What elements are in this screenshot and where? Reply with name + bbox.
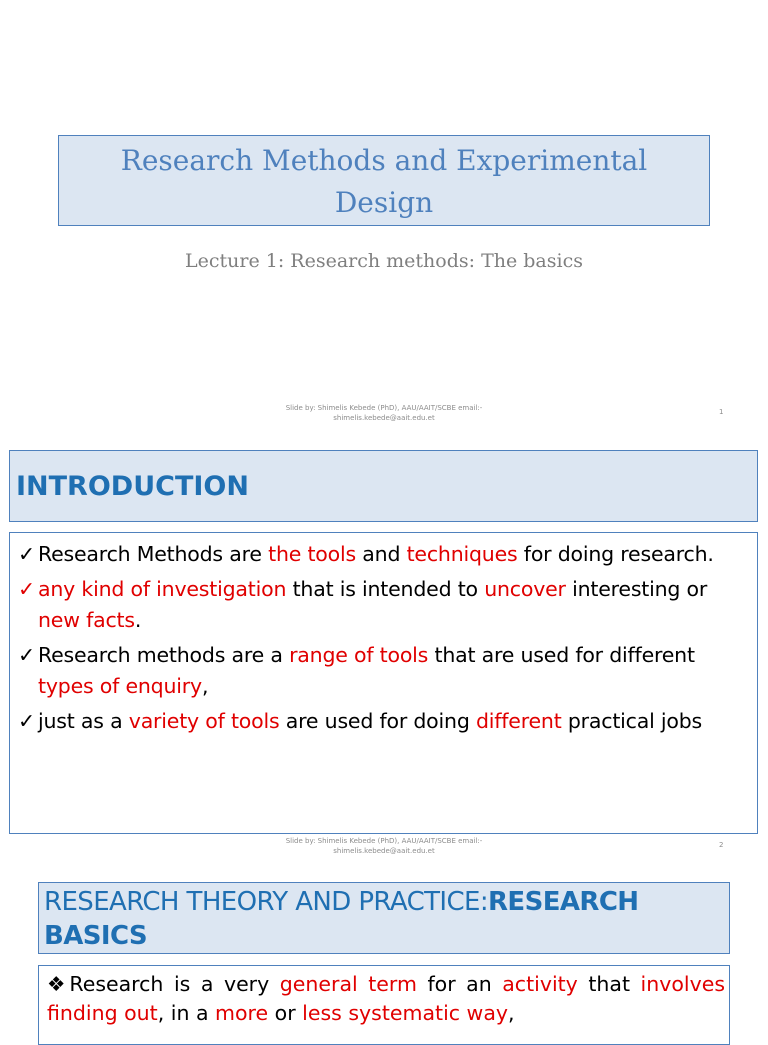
bullet-text: Research methods are a	[38, 643, 290, 667]
bullet-highlight: any kind of investigation	[38, 577, 287, 601]
bullet-text: and	[355, 542, 407, 566]
bullet-text: just as a	[38, 709, 129, 733]
slide1-title-line1: Research Methods and Experimental	[120, 144, 648, 177]
list-item	[18, 574, 753, 636]
bullet-text: for doing research.	[517, 542, 714, 566]
checkmark-icon: ✓	[18, 643, 35, 667]
bullet-text: Research Methods are	[38, 542, 269, 566]
slide1-footer	[234, 403, 534, 423]
slide2-page-number: 2	[719, 841, 724, 849]
bullet-highlight: different	[475, 709, 562, 733]
checkmark-icon: ✓	[18, 577, 35, 601]
slide1-subtitle: Lecture 1: Research methods: The basics	[185, 250, 583, 272]
slide2-heading: INTRODUCTION	[9, 450, 758, 522]
bullet-text: .	[134, 608, 142, 632]
bullet-text: Research is a very	[69, 972, 280, 996]
slide1-footer-line2: shimelis.kebede@aait.edu.et	[333, 414, 435, 422]
slide2-footer-line2: shimelis.kebede@aait.edu.et	[333, 847, 435, 855]
bullet-highlight: range of tools	[289, 643, 429, 667]
bullet-text: ,	[508, 1001, 515, 1025]
bullet-text: interesting or	[565, 577, 708, 601]
list-item	[18, 539, 753, 570]
slide3-body	[38, 965, 730, 1045]
bullet-highlight: techniques	[406, 542, 518, 566]
bullet-highlight: new facts	[38, 608, 135, 632]
bullet-highlight: involves finding out	[47, 972, 725, 1025]
slide2-body	[9, 532, 758, 834]
checkmark-icon: ✓	[18, 709, 35, 733]
bullet-highlight: activity	[502, 972, 578, 996]
bullet-text: that is intended to	[286, 577, 485, 601]
bullet-text: that	[577, 972, 641, 996]
bullet-text: or	[268, 1001, 303, 1025]
bullet-highlight: general term	[279, 972, 417, 996]
diamond-bullet-icon: ❖	[47, 972, 70, 996]
slide3-heading-regular: RESEARCH THEORY AND PRACTICE:	[44, 887, 489, 917]
bullet-text: ,	[201, 674, 209, 698]
slide1-footer-line1: Slide by: Shimelis Kebede (PhD), AAU/AAIT/SCBE email:-	[285, 404, 483, 412]
slide2-footer	[234, 836, 534, 856]
bullet-highlight: more	[215, 1001, 269, 1025]
slide3-heading	[38, 882, 730, 954]
bullet-text: that are used for different	[428, 643, 695, 667]
bullet-highlight: less systematic way	[302, 1001, 509, 1025]
bullet-text: , in a	[157, 1001, 216, 1025]
slide1-title-box	[58, 135, 710, 226]
slide1-title-line2: Design	[334, 186, 434, 219]
bullet-highlight: uncover	[484, 577, 566, 601]
list-item	[18, 640, 753, 702]
slide3-heading-bold: RESEARCH BASICS	[44, 887, 639, 951]
bullet-highlight: types of enquiry	[38, 674, 202, 698]
slide2-footer-line1: Slide by: Shimelis Kebede (PhD), AAU/AAIT/SCBE email:-	[285, 837, 483, 845]
bullet-text: for an	[416, 972, 503, 996]
bullet-text: practical jobs	[561, 709, 703, 733]
bullet-text: are used for doing	[279, 709, 476, 733]
slide1-page-number: 1	[719, 408, 724, 416]
bullet-highlight: the tools	[268, 542, 356, 566]
bullet-highlight: variety of tools	[128, 709, 280, 733]
list-item	[18, 706, 753, 737]
checkmark-icon: ✓	[18, 542, 35, 566]
